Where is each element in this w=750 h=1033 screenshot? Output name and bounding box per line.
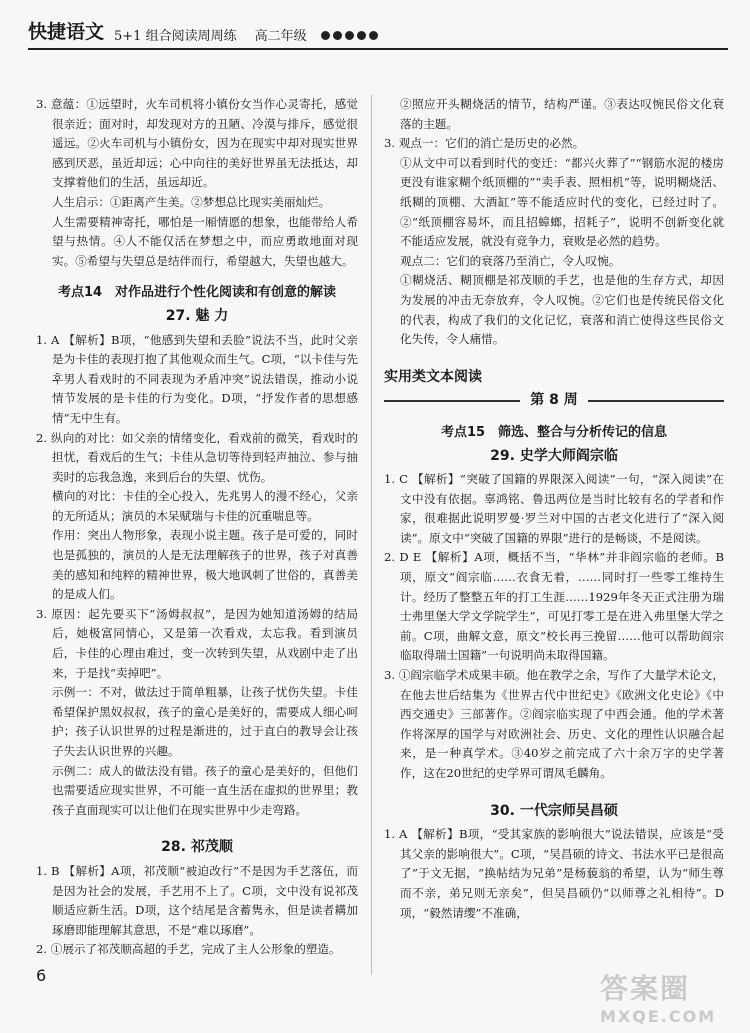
watermark-text-1: 答案圈 [600,972,691,1005]
r-q3c: ①糊烧活、糊顶棚是祁茂顺的手艺，也是他的生存方式，却因为发展的冲击无奈放弃，令人叹惋。②它们也是传统民俗文化的代表，构成了我们的文化记忆，衰落和消亡使得这些民俗文化失传，令人痛惜。 [400,273,724,347]
dot-icon [357,31,366,40]
series-title: 5+1 组合阅读周周练 [114,29,237,44]
kaodian-15-heading: 考点15 筛选、整合与分析传记的信息 [440,424,668,440]
section-heading: 实用类文本阅读 [384,368,482,385]
a27-3a: 3. 原因：起先要买下“汤姆叔叔”，是因为她知道汤姆的结局后，她极富同情心，又是第一次看戏，太忘我。看到演员后，卡佳的心理由难过，变一次转到失望，从戏剧中走了出来，于是找“卖掉吧”。 [36,606,358,680]
dot-icon [369,31,378,40]
brand-title: 快捷语文 [28,21,105,43]
column-divider [371,95,372,975]
dot-icon [333,31,342,40]
r-q3b: 观点二：它们的衰落乃至消亡，令人叹惋。 [400,253,621,268]
a27-2c: 作用：突出人物形象，表现小说主题。孩子是可爱的，同时也是孤独的，演员的人是无法理解孩子的世界，孩子对真善美的感知和纯粹的精神世界，极大地讽刺了世俗的，真善美的是成人们。 [52,528,358,602]
grade-label: 高二年级 [254,29,307,44]
r-cont-1: ②照应开头糊烧活的情节，结构严谨。③表达叹惋民俗文化衰落的主题。 [400,97,724,131]
r-q3: 3. 观点一：它们的消亡是历史的必然。 [384,136,585,151]
week-bar [384,391,724,411]
q3-insight-1: 人生启示：①距离产生美。②梦想总比现实美丽灿烂。 [52,194,331,209]
a27-2a: 2. 纵向的对比：如父亲的情绪变化，看戏前的微笑，看戏时的担忧，看戏后的生气；卡佳从急切等待到轻声抽泣、参与抽卖时的忘我急逸，来到后台的失望、忧伤。 [36,430,358,484]
article-27-title: 27. 魅 力 [165,307,229,324]
r-q3a: ①从文中可以看到时代的变迁：“都兴火葬了”“钢筋水泥的楼房更没有谁家糊个纸顶棚的”“卖手表、照相机”等，说明糊烧活、纸糊的顶棚、大酒缸”等不能适应时代的变化，已经过时了。②“纸顶棚容易坏，而且招蟑螂，招耗子”，说明不创新变化就不能适应发展，就没有竞争力，衰败是必然的趋势。 [400,155,724,249]
a28-2: 2. ①展示了祁茂顺高超的手艺，完成了主人公形象的塑造。 [36,942,341,957]
a28-1: 1. B 【解析】A项，祁茂顺“被迫改行”不是因为手艺落伍，而是因为社会的发展，手艺用不上了。C项，文中没有说祁茂顺适应新生活。D项，这个结尾是含蓄隽永，但是读者耩加琢磨即能理解其意思，不是“难以琢磨”。 [36,863,358,937]
dot-icon [345,31,354,40]
right-column [384,95,724,923]
a27-1: 1. A 【解析】B项，“他感到失望和丢脸”说法不当，此时父亲是为卡佳的表现打抱了其他观众而生气。C项，“以卡佳与先후男人看戏时的不同表现为矛盾冲突”说法错误，推动小说情节发展的是卡佳的行为变化。D项，“抒发作者的思想感情”无中生有。 [36,332,358,425]
a27-2b: 横向的对比：卡佳的全心投入，先兆男人的漫不经心，父亲的无所适从；演员的木呆赋瑞与卡佳的沉重喘息等。 [52,489,358,523]
watermark-text-2: MXQE.COM [600,1007,717,1026]
q3-insight-2: 人生需要精神寄托，哪怕是一厢情愿的想象，也能带给人希望与热情。④人不能仅活在梦想之中，而应勇敢地面对现实。⑤希望与失望总是结伴而行，希望越大，失望也越大。 [52,214,358,268]
q3-answer: 3. 意蕴：①远望时，火车司机将小镇份女当作心灵寄托，感觉很亲近；面对时，却发现对方的丑陋、冷漠与排斥，感觉很遥远。②火车司机与小镇份女，因为在现实中却对现实世界感到厌恶，虽近却远；心中向往的美好世界虽无法抵达，却支撑着他们的生活，虽远却近。 [36,97,358,190]
a29-3: 3. ①阎宗临学术成果丰硕。他在教学之余，写作了大量学术论文，在他去世后结集为《世界古代中世纪史》《欧洲文化史论》《中西交通史》三部著作。②阎宗临实现了中西会通。他的学术著作将深厚的国学与对欧洲社会、历史、文化的理性认识融合起来，是一种真学术。③40岁之前完成了六十余万字的史学著作，这在20世纪的史学界可谓凤毛麟角。 [384,668,724,780]
dot-icon [321,31,330,40]
article-28-title: 28. 祁茂顺 [161,839,233,856]
article-29-title: 29. 史学大师阎宗临 [490,447,618,464]
a29-2: 2. D E 【解析】A项，概括不当，“华林”并非阎宗临的老师。B项，原文“阎宗临……衣食无着，……同时打一些零工维持生计。经历了整整五年的打工生涯……1929年冬天正式注册为瑞士弗里堡大学文学院学生”，可见打零工是在进入弗里堡大学之前。C项，曲解文意，原文“校长再三挽留……他可以帮助阎宗临取得瑞士国籍”一句说明尚未取得国籍。 [384,550,724,663]
left-column [36,95,358,960]
kaodian-14-heading: 考点14 对作品进行个性化阅读和有创意的解读 [57,285,337,301]
week-label: 第 8 周 [530,392,578,409]
page-header [28,16,728,50]
a27-3b: 示例一：不对，做法过于简单粗暴，让孩子忧伤失望。卡佳希望保护黑奴叔叔，孩子的童心是美好的，需要成人细心呵护；孩子认识世界的过程是渐进的，过于直白的教导会让孩子失去认识世界的兴趣。 [52,685,358,758]
a27-3c: 示例二：成人的做法没有错。孩子的童心是美好的，但他们也需要适应现实世界，不可能一直生活在虚拟的世界里；教孩子直面现实可以让他们在现实世界中少走弯路。 [52,763,358,817]
article-30-title: 30. 一代宗师吴昌硕 [490,802,618,819]
page-number: 6 [36,966,47,985]
a29-1: 1. C 【解析】“突破了国籍的界限深入阅读”一句，“深入阅读”在文中没有依据。辜鸿铭、鲁迅两位是当时比较有名的学者和作家，很难据此说明罗曼·罗兰对中国的古老文化进行了“深入阅读”。原文中“突破了国籍的界限”进行的是畅谈，不是阅读。 [384,472,724,545]
rating-dots [321,31,378,44]
watermark-logo [600,967,730,1025]
a30-1: 1. A 【解析】B项，“受其家族的影响很大”说法错误，应该是“受其父亲的影响很大”。C项，“吴昌硕的诗文、书法水平已是很高了”于文无据，“换帖结为兄弟”是杨藐翁的希望，认为“师生尊而不亲，弟兄则无亲矣”，但吴昌硕仍“以师尊之礼相待”。D项，“毅然请缨”不准确， [384,827,724,920]
